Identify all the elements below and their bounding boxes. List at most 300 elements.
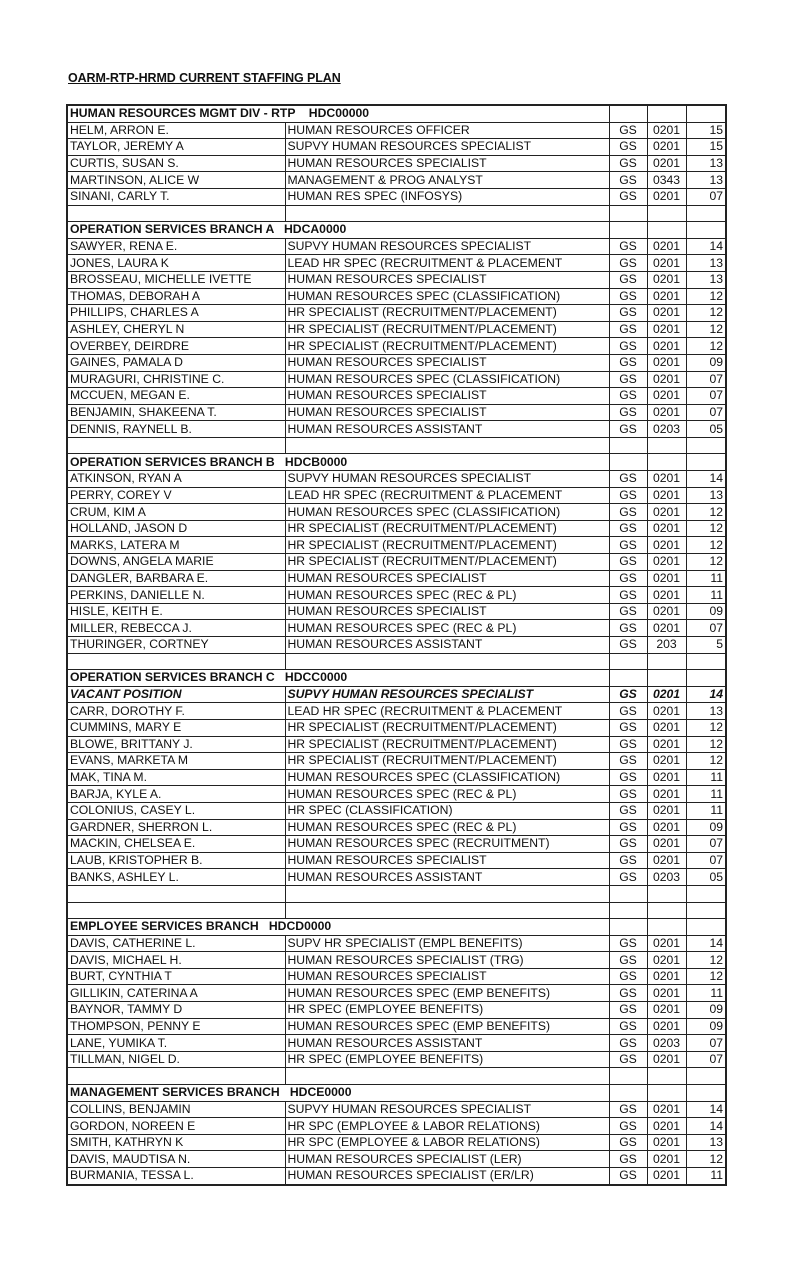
empty-cell xyxy=(67,1068,285,1085)
job-series: 0201 xyxy=(647,1101,686,1118)
job-series: 0203 xyxy=(647,421,686,438)
job-series: 0201 xyxy=(647,852,686,869)
grade: 11 xyxy=(686,985,726,1002)
employee-name: EVANS, MARKETA M xyxy=(67,753,285,770)
staff-row xyxy=(67,1168,726,1185)
empty-cell xyxy=(609,653,647,670)
employee-name: HOLLAND, JASON D xyxy=(67,520,285,537)
job-series: 0203 xyxy=(647,869,686,886)
grade: 12 xyxy=(686,952,726,969)
position-title: HUMAN RESOURCES SPECIALIST xyxy=(285,271,609,288)
staff-row xyxy=(67,1035,726,1052)
employee-name: BURMANIA, TESSA L. xyxy=(67,1168,285,1185)
pay-plan: GS xyxy=(609,603,647,620)
position-title: HUMAN RESOURCES SPEC (EMP BENEFITS) xyxy=(285,1018,609,1035)
employee-name: THOMAS, DEBORAH A xyxy=(67,288,285,305)
employee-name: BENJAMIN, SHAKEENA T. xyxy=(67,404,285,421)
empty-cell xyxy=(686,437,726,454)
position-title: SUPVY HUMAN RESOURCES SPECIALIST xyxy=(285,1101,609,1118)
employee-name: DAVIS, CATHERINE L. xyxy=(67,935,285,952)
staff-row xyxy=(67,305,726,322)
pay-plan: GS xyxy=(609,271,647,288)
grade: 12 xyxy=(686,537,726,554)
job-series: 0343 xyxy=(647,172,686,189)
blank-row xyxy=(67,1068,726,1085)
employee-name: OVERBEY, DEIRDRE xyxy=(67,338,285,355)
empty-cell xyxy=(686,653,726,670)
staff-row xyxy=(67,1151,726,1168)
job-series: 0201 xyxy=(647,1018,686,1035)
pay-plan: GS xyxy=(609,769,647,786)
pay-plan: GS xyxy=(609,836,647,853)
employee-name: DENNIS, RAYNELL B. xyxy=(67,421,285,438)
grade: 09 xyxy=(686,354,726,371)
pay-plan: GS xyxy=(609,487,647,504)
staff-row xyxy=(67,786,726,803)
staff-row xyxy=(67,1018,726,1035)
employee-name: PERRY, COREY V xyxy=(67,487,285,504)
grade: 13 xyxy=(686,703,726,720)
staff-row xyxy=(67,504,726,521)
pay-plan: GS xyxy=(609,869,647,886)
employee-name: PERKINS, DANIELLE N. xyxy=(67,587,285,604)
grade: 14 xyxy=(686,1118,726,1135)
staff-row xyxy=(67,338,726,355)
pay-plan: GS xyxy=(609,255,647,272)
empty-cell xyxy=(647,670,686,687)
staff-row xyxy=(67,985,726,1002)
job-series: 0201 xyxy=(647,802,686,819)
position-title: HUMAN RESOURCES SPEC (CLASSIFICATION) xyxy=(285,769,609,786)
grade: 14 xyxy=(686,935,726,952)
staff-row xyxy=(67,271,726,288)
grade: 11 xyxy=(686,570,726,587)
empty-cell xyxy=(609,105,647,122)
job-series: 0201 xyxy=(647,122,686,139)
position-title: HUMAN RESOURCES ASSISTANT xyxy=(285,869,609,886)
employee-name: LAUB, KRISTOPHER B. xyxy=(67,852,285,869)
pay-plan: GS xyxy=(609,1118,647,1135)
grade: 15 xyxy=(686,122,726,139)
empty-cell xyxy=(686,105,726,122)
empty-cell xyxy=(686,885,726,902)
pay-plan: GS xyxy=(609,1051,647,1068)
position-title: HR SPECIALIST (RECRUITMENT/PLACEMENT) xyxy=(285,338,609,355)
position-title: HR SPECIALIST (RECRUITMENT/PLACEMENT) xyxy=(285,753,609,770)
staff-row xyxy=(67,603,726,620)
position-title: HUMAN RESOURCES SPECIALIST (LER) xyxy=(285,1151,609,1168)
employee-name: BANKS, ASHLEY L. xyxy=(67,869,285,886)
grade: 13 xyxy=(686,172,726,189)
employee-name: SMITH, KATHRYN K xyxy=(67,1134,285,1151)
staff-row xyxy=(67,421,726,438)
empty-cell xyxy=(647,1085,686,1102)
section-header-row xyxy=(67,670,726,687)
job-series: 0201 xyxy=(647,1002,686,1019)
staff-row xyxy=(67,1134,726,1151)
section-header-row xyxy=(67,1085,726,1102)
staff-row xyxy=(67,802,726,819)
pay-plan: GS xyxy=(609,354,647,371)
staff-row xyxy=(67,1002,726,1019)
job-series: 0201 xyxy=(647,371,686,388)
empty-cell xyxy=(686,1085,726,1102)
pay-plan: GS xyxy=(609,637,647,654)
pay-plan: GS xyxy=(609,1002,647,1019)
employee-name: MCCUEN, MEGAN E. xyxy=(67,388,285,405)
employee-name: HELM, ARRON E. xyxy=(67,122,285,139)
empty-cell xyxy=(67,437,285,454)
section-header: OPERATION SERVICES BRANCH A HDCA0000 xyxy=(67,222,609,239)
employee-name: GILLIKIN, CATERINA A xyxy=(67,985,285,1002)
empty-cell xyxy=(285,902,609,919)
empty-cell xyxy=(609,437,647,454)
employee-name: BROSSEAU, MICHELLE IVETTE xyxy=(67,271,285,288)
empty-cell xyxy=(67,653,285,670)
employee-name: GARDNER, SHERRON L. xyxy=(67,819,285,836)
position-title: HUMAN RESOURCES SPECIALIST xyxy=(285,354,609,371)
job-series: 0201 xyxy=(647,321,686,338)
employee-name: ATKINSON, RYAN A xyxy=(67,471,285,488)
position-title: HR SPECIALIST (RECRUITMENT/PLACEMENT) xyxy=(285,305,609,322)
grade: 12 xyxy=(686,305,726,322)
grade: 11 xyxy=(686,802,726,819)
position-title: HUMAN RESOURCES SPECIALIST xyxy=(285,388,609,405)
employee-name: ASHLEY, CHERYL N xyxy=(67,321,285,338)
staff-row xyxy=(67,852,726,869)
position-title: HR SPECIALIST (RECRUITMENT/PLACEMENT) xyxy=(285,520,609,537)
section-header: MANAGEMENT SERVICES BRANCH HDCE0000 xyxy=(67,1085,609,1102)
grade: 07 xyxy=(686,404,726,421)
pay-plan: GS xyxy=(609,404,647,421)
job-series: 0201 xyxy=(647,1151,686,1168)
job-series: 0201 xyxy=(647,537,686,554)
position-title: HUMAN RESOURCES SPECIALIST xyxy=(285,404,609,421)
empty-cell xyxy=(686,919,726,936)
grade: 12 xyxy=(686,753,726,770)
staff-row xyxy=(67,1118,726,1135)
empty-cell xyxy=(67,885,285,902)
empty-cell xyxy=(285,205,609,222)
grade: 12 xyxy=(686,338,726,355)
job-series: 0201 xyxy=(647,305,686,322)
job-series: 0201 xyxy=(647,935,686,952)
pay-plan: GS xyxy=(609,321,647,338)
employee-name: MAK, TINA M. xyxy=(67,769,285,786)
employee-name: BLOWE, BRITTANY J. xyxy=(67,736,285,753)
grade: 15 xyxy=(686,139,726,156)
pay-plan: GS xyxy=(609,504,647,521)
employee-name: COLLINS, BENJAMIN xyxy=(67,1101,285,1118)
staff-row xyxy=(67,620,726,637)
position-title: HR SPECIALIST (RECRUITMENT/PLACEMENT) xyxy=(285,537,609,554)
position-title: HUMAN RESOURCES ASSISTANT xyxy=(285,637,609,654)
position-title: HUMAN RESOURCES SPEC (CLASSIFICATION) xyxy=(285,504,609,521)
section-header-row xyxy=(67,919,726,936)
job-series: 0201 xyxy=(647,769,686,786)
position-title: SUPV HR SPECIALIST (EMPL BENEFITS) xyxy=(285,935,609,952)
staff-row xyxy=(67,471,726,488)
employee-name: CRUM, KIM A xyxy=(67,504,285,521)
staff-row xyxy=(67,570,726,587)
pay-plan: GS xyxy=(609,421,647,438)
pay-plan: GS xyxy=(609,852,647,869)
staff-row xyxy=(67,288,726,305)
position-title: HUMAN RESOURCES SPEC (RECRUITMENT) xyxy=(285,836,609,853)
job-series: 0201 xyxy=(647,952,686,969)
job-series: 0201 xyxy=(647,188,686,205)
pay-plan: GS xyxy=(609,520,647,537)
grade: 12 xyxy=(686,520,726,537)
staff-row xyxy=(67,487,726,504)
staff-row xyxy=(67,719,726,736)
pay-plan: GS xyxy=(609,288,647,305)
empty-cell xyxy=(67,902,285,919)
pay-plan: GS xyxy=(609,188,647,205)
grade: 09 xyxy=(686,1018,726,1035)
grade: 09 xyxy=(686,819,726,836)
pay-plan: GS xyxy=(609,985,647,1002)
position-title: HR SPEC (CLASSIFICATION) xyxy=(285,802,609,819)
job-series: 0201 xyxy=(647,703,686,720)
staff-row xyxy=(67,520,726,537)
job-series: 0201 xyxy=(647,736,686,753)
empty-cell xyxy=(67,205,285,222)
staff-row xyxy=(67,172,726,189)
position-title: HUMAN RESOURCES SPECIALIST xyxy=(285,155,609,172)
grade: 11 xyxy=(686,1168,726,1185)
position-title: HUMAN RESOURCES SPECIALIST xyxy=(285,852,609,869)
grade: 13 xyxy=(686,155,726,172)
job-series: 0201 xyxy=(647,719,686,736)
staff-row xyxy=(67,769,726,786)
empty-cell xyxy=(686,205,726,222)
position-title: MANAGEMENT & PROG ANALYST xyxy=(285,172,609,189)
section-header-row xyxy=(67,105,726,122)
grade: 07 xyxy=(686,620,726,637)
staff-row xyxy=(67,238,726,255)
pay-plan: GS xyxy=(609,155,647,172)
job-series: 0201 xyxy=(647,504,686,521)
employee-name: CUMMINS, MARY E xyxy=(67,719,285,736)
job-series: 0201 xyxy=(647,620,686,637)
pay-plan: GS xyxy=(609,388,647,405)
document-title: OARM-RTP-HRMD CURRENT STAFFING PLAN xyxy=(68,71,341,85)
grade: 14 xyxy=(686,686,726,703)
position-title: HUMAN RESOURCES SPEC (REC & PL) xyxy=(285,786,609,803)
employee-name: VACANT POSITION xyxy=(67,686,285,703)
position-title: HUMAN RESOURCES SPECIALIST xyxy=(285,603,609,620)
position-title: HUMAN RESOURCES SPEC (EMP BENEFITS) xyxy=(285,985,609,1002)
pay-plan: GS xyxy=(609,1101,647,1118)
pay-plan: GS xyxy=(609,338,647,355)
job-series: 0201 xyxy=(647,587,686,604)
job-series: 0201 xyxy=(647,255,686,272)
grade: 13 xyxy=(686,255,726,272)
pay-plan: GS xyxy=(609,1151,647,1168)
pay-plan: GS xyxy=(609,935,647,952)
employee-name: MARKS, LATERA M xyxy=(67,537,285,554)
empty-cell xyxy=(609,670,647,687)
employee-name: THURINGER, CORTNEY xyxy=(67,637,285,654)
empty-cell xyxy=(647,885,686,902)
pay-plan: GS xyxy=(609,1168,647,1185)
position-title: HUMAN RESOURCES ASSISTANT xyxy=(285,421,609,438)
employee-name: BARJA, KYLE A. xyxy=(67,786,285,803)
staff-row xyxy=(67,1051,726,1068)
job-series: 0201 xyxy=(647,786,686,803)
blank-row xyxy=(67,902,726,919)
grade: 07 xyxy=(686,388,726,405)
staff-row xyxy=(67,554,726,571)
position-title: HR SPC (EMPLOYEE & LABOR RELATIONS) xyxy=(285,1118,609,1135)
staff-row xyxy=(67,155,726,172)
staff-row xyxy=(67,753,726,770)
position-title: SUPVY HUMAN RESOURCES SPECIALIST xyxy=(285,686,609,703)
position-title: HR SPECIALIST (RECRUITMENT/PLACEMENT) xyxy=(285,321,609,338)
employee-name: DAVIS, MICHAEL H. xyxy=(67,952,285,969)
job-series: 0201 xyxy=(647,570,686,587)
section-header-row xyxy=(67,222,726,239)
position-title: HR SPEC (EMPLOYEE BENEFITS) xyxy=(285,1051,609,1068)
grade: 07 xyxy=(686,188,726,205)
grade: 13 xyxy=(686,487,726,504)
employee-name: SAWYER, RENA E. xyxy=(67,238,285,255)
job-series: 0201 xyxy=(647,338,686,355)
pay-plan: GS xyxy=(609,786,647,803)
section-header: EMPLOYEE SERVICES BRANCH HDCD0000 xyxy=(67,919,609,936)
grade: 12 xyxy=(686,321,726,338)
position-title: HUMAN RESOURCES SPEC (REC & PL) xyxy=(285,620,609,637)
position-title: HUMAN RESOURCES SPEC (REC & PL) xyxy=(285,587,609,604)
job-series: 0201 xyxy=(647,238,686,255)
staff-row xyxy=(67,139,726,156)
empty-cell xyxy=(285,1068,609,1085)
employee-name: GAINES, PAMALA D xyxy=(67,354,285,371)
staff-row xyxy=(67,587,726,604)
job-series: 0201 xyxy=(647,686,686,703)
grade: 12 xyxy=(686,968,726,985)
empty-cell xyxy=(609,222,647,239)
job-series: 0201 xyxy=(647,554,686,571)
grade: 07 xyxy=(686,371,726,388)
empty-cell xyxy=(647,1068,686,1085)
staff-row xyxy=(67,537,726,554)
employee-name: MACKIN, CHELSEA E. xyxy=(67,836,285,853)
position-title: SUPVY HUMAN RESOURCES SPECIALIST xyxy=(285,238,609,255)
pay-plan: GS xyxy=(609,819,647,836)
empty-cell xyxy=(647,902,686,919)
grade: 09 xyxy=(686,603,726,620)
section-header: HUMAN RESOURCES MGMT DIV - RTP HDC00000 xyxy=(67,105,609,122)
position-title: HUMAN RESOURCES SPECIALIST (TRG) xyxy=(285,952,609,969)
employee-name: BURT, CYNTHIA T xyxy=(67,968,285,985)
employee-name: GORDON, NOREEN E xyxy=(67,1118,285,1135)
grade: 14 xyxy=(686,238,726,255)
staff-row xyxy=(67,968,726,985)
job-series: 0201 xyxy=(647,1051,686,1068)
employee-name: TAYLOR, JEREMY A xyxy=(67,139,285,156)
staff-row xyxy=(67,388,726,405)
pay-plan: GS xyxy=(609,802,647,819)
empty-cell xyxy=(609,205,647,222)
grade: 07 xyxy=(686,852,726,869)
job-series: 0201 xyxy=(647,354,686,371)
pay-plan: GS xyxy=(609,139,647,156)
employee-name: CURTIS, SUSAN S. xyxy=(67,155,285,172)
position-title: HUMAN RESOURCES SPEC (CLASSIFICATION) xyxy=(285,371,609,388)
employee-name: DANGLER, BARBARA E. xyxy=(67,570,285,587)
empty-cell xyxy=(686,454,726,471)
empty-cell xyxy=(647,919,686,936)
job-series: 0201 xyxy=(647,139,686,156)
section-header: OPERATION SERVICES BRANCH B HDCB0000 xyxy=(67,454,609,471)
empty-cell xyxy=(609,902,647,919)
grade: 13 xyxy=(686,1134,726,1151)
pay-plan: GS xyxy=(609,1035,647,1052)
empty-cell xyxy=(285,885,609,902)
grade: 13 xyxy=(686,271,726,288)
grade: 12 xyxy=(686,504,726,521)
grade: 05 xyxy=(686,869,726,886)
blank-row xyxy=(67,653,726,670)
job-series: 0201 xyxy=(647,1134,686,1151)
job-series: 0201 xyxy=(647,603,686,620)
pay-plan: GS xyxy=(609,620,647,637)
job-series: 0201 xyxy=(647,753,686,770)
position-title: HR SPECIALIST (RECRUITMENT/PLACEMENT) xyxy=(285,736,609,753)
job-series: 0201 xyxy=(647,836,686,853)
grade: 5 xyxy=(686,637,726,654)
position-title: HUMAN RESOURCES OFFICER xyxy=(285,122,609,139)
empty-cell xyxy=(609,1068,647,1085)
grade: 11 xyxy=(686,587,726,604)
position-title: LEAD HR SPEC (RECRUITMENT & PLACEMENT xyxy=(285,255,609,272)
position-title: HUMAN RES SPEC (INFOSYS) xyxy=(285,188,609,205)
job-series: 0201 xyxy=(647,155,686,172)
employee-name: CARR, DOROTHY F. xyxy=(67,703,285,720)
empty-cell xyxy=(285,653,609,670)
grade: 14 xyxy=(686,471,726,488)
position-title: HUMAN RESOURCES SPECIALIST xyxy=(285,570,609,587)
pay-plan: GS xyxy=(609,719,647,736)
job-series: 0201 xyxy=(647,520,686,537)
pay-plan: GS xyxy=(609,753,647,770)
grade: 12 xyxy=(686,719,726,736)
position-title: SUPVY HUMAN RESOURCES SPECIALIST xyxy=(285,139,609,156)
staff-row xyxy=(67,1101,726,1118)
position-title: HUMAN RESOURCES SPECIALIST xyxy=(285,968,609,985)
grade: 05 xyxy=(686,421,726,438)
empty-cell xyxy=(285,437,609,454)
job-series: 0201 xyxy=(647,388,686,405)
pay-plan: GS xyxy=(609,736,647,753)
employee-name: COLONIUS, CASEY L. xyxy=(67,802,285,819)
grade: 12 xyxy=(686,554,726,571)
position-title: HUMAN RESOURCES SPEC (CLASSIFICATION) xyxy=(285,288,609,305)
job-series: 0201 xyxy=(647,471,686,488)
employee-name: MURAGURI, CHRISTINE C. xyxy=(67,371,285,388)
staff-row xyxy=(67,354,726,371)
grade: 11 xyxy=(686,786,726,803)
employee-name: HISLE, KEITH E. xyxy=(67,603,285,620)
job-series: 0201 xyxy=(647,271,686,288)
position-title: LEAD HR SPEC (RECRUITMENT & PLACEMENT xyxy=(285,487,609,504)
pay-plan: GS xyxy=(609,952,647,969)
staff-row xyxy=(67,736,726,753)
section-header-row xyxy=(67,454,726,471)
empty-cell xyxy=(647,454,686,471)
